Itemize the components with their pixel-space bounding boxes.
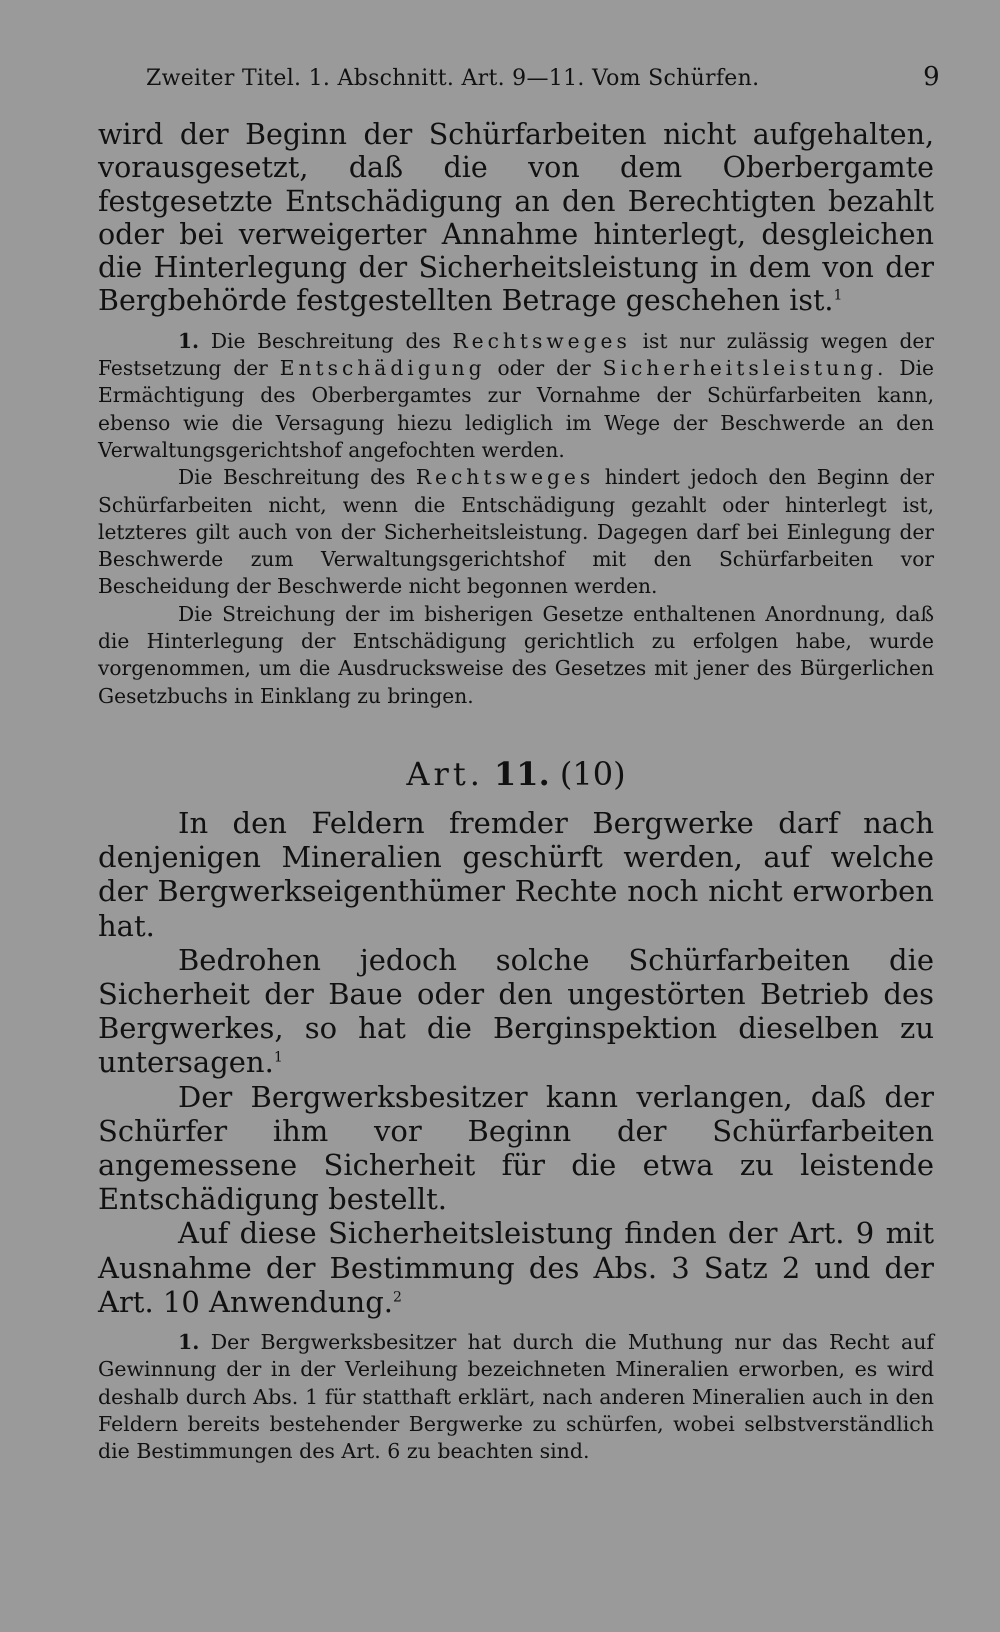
- annotation-text: Die Streichung der im bisherigen Gesetze enthaltenen Anordnung, daß die Hinterlegung der Entschädigung gerichtlich zu erfolgen habe, wurde vorgenommen, um die Ausdrucksweise des Gesetzes mit jener des Bürgerlichen Gesetzbuchs in Einklang zu bringen.: [98, 601, 934, 708]
- annotation-2: [98, 464, 934, 600]
- article-paragraph-1: In den Feldern fremder Bergwerke darf nach denjenigen Mineralien geschürft werden, auf welche der Bergwerkseigenthümer Rechte noch nicht erworben hat.: [98, 805, 934, 943]
- annotation-text: ist nur zulässig wegen der Festsetzung der: [98, 328, 934, 381]
- annotation-text: hindert jedoch den Beginn der Schürfarbeiten nicht, wenn die Entschädigung gezahlt oder hinterlegt ist, letzteres gilt auch von der Sicherheitsleistung. Dagegen darf bei Einlegung der Beschwerde zum Verwaltungsgerichtshof mit den Schürfarbeiten vor Bescheidung der Beschwerde nicht begonnen werden.: [98, 465, 934, 599]
- annotation-3: [98, 601, 934, 710]
- annotation-text: Die Beschreitung des: [178, 465, 406, 490]
- article-label: Art.: [406, 754, 484, 793]
- running-head-title: Zweiter Titel. 1. Abschnitt. Art. 9—11. Vom Schürfen.: [146, 66, 760, 91]
- article-paragraph-2: [98, 943, 934, 1080]
- annotation-emphasis: Rechtsweges: [415, 465, 595, 490]
- article-old-number: (10): [559, 754, 626, 793]
- annotation-emphasis: Entschädigung: [279, 356, 486, 381]
- annotation-art11-1: [98, 1329, 934, 1465]
- page-number: 9: [923, 62, 940, 92]
- annotation-1: [98, 328, 934, 464]
- article-number: 11.: [494, 754, 550, 793]
- annotation-text: Der Bergwerksbesitzer hat durch die Muthung nur das Recht auf Gewinnung der in der Verleihung bezeichneten Mineralien erworben, es wird deshalb durch Abs. 1 für statthaft erklärt, nach anderen Mineralien auch in den Feldern bereits bestehender Bergwerke zu schürfen, wobei selbstverständlich die Bestimmungen des Art. 6 zu beachten sind.: [98, 1329, 934, 1464]
- article-paragraph-4: [98, 1216, 934, 1319]
- article-paragraph-text: Bedrohen jedoch solche Schürfarbeiten die Sicherheit der Baue oder den ungestörten Betrieb des Bergwerkes, so hat die Berginspektion dieselben zu untersagen.: [98, 942, 934, 1080]
- annotation-number: 1.: [178, 1329, 200, 1354]
- annotation-text: Die Ermächtigung des Oberbergamtes zur Vornahme der Schürfarbeiten kann, ebenso wie die Versagung hiezu lediglich im Wege der Beschwerde an den Verwaltungsgerichtshof angefochten werden.: [98, 356, 934, 462]
- annotation-text: oder der: [497, 356, 591, 381]
- article-paragraph-text: Auf diese Sicherheitsleistung finden der Art. 9 mit Ausnahme der Bestimmung des Abs. 3 Satz 2 und der Art. 10 Anwendung.: [98, 1216, 934, 1319]
- annotation-emphasis: Sicherheitsleistung.: [602, 356, 888, 381]
- continued-paragraph-text: wird der Beginn der Schürfarbeiten nicht aufgehalten, vorausgesetzt, daß die von dem Oberbergamte festgesetzte Entschädigung an den Berechtigten bezahlt oder bei verweigerter Annahme hinterlegt, desgleichen die Hinterlegung der Sicherheitsleistung in dem von der Bergbehörde festgestellten Betrage geschehen ist.: [98, 118, 934, 318]
- footnote-ref: 2: [393, 1289, 402, 1306]
- article-heading: [98, 754, 934, 794]
- footnote-ref: 1: [833, 287, 843, 304]
- footnote-ref: 1: [273, 1049, 283, 1066]
- annotation-number: 1.: [178, 328, 200, 353]
- continued-paragraph: [98, 118, 934, 318]
- page-content: [98, 62, 940, 1465]
- article-paragraph-3: Der Bergwerksbesitzer kann verlangen, daß der Schürfer ihm vor Beginn der Schürfarbeiten angemessene Sicherheit für die etwa zu leistende Entschädigung bestellt.: [98, 1079, 934, 1217]
- annotation-text: Die Beschreitung des: [210, 328, 441, 353]
- running-head: [146, 62, 940, 100]
- annotation-emphasis: Rechtsweges: [452, 328, 631, 353]
